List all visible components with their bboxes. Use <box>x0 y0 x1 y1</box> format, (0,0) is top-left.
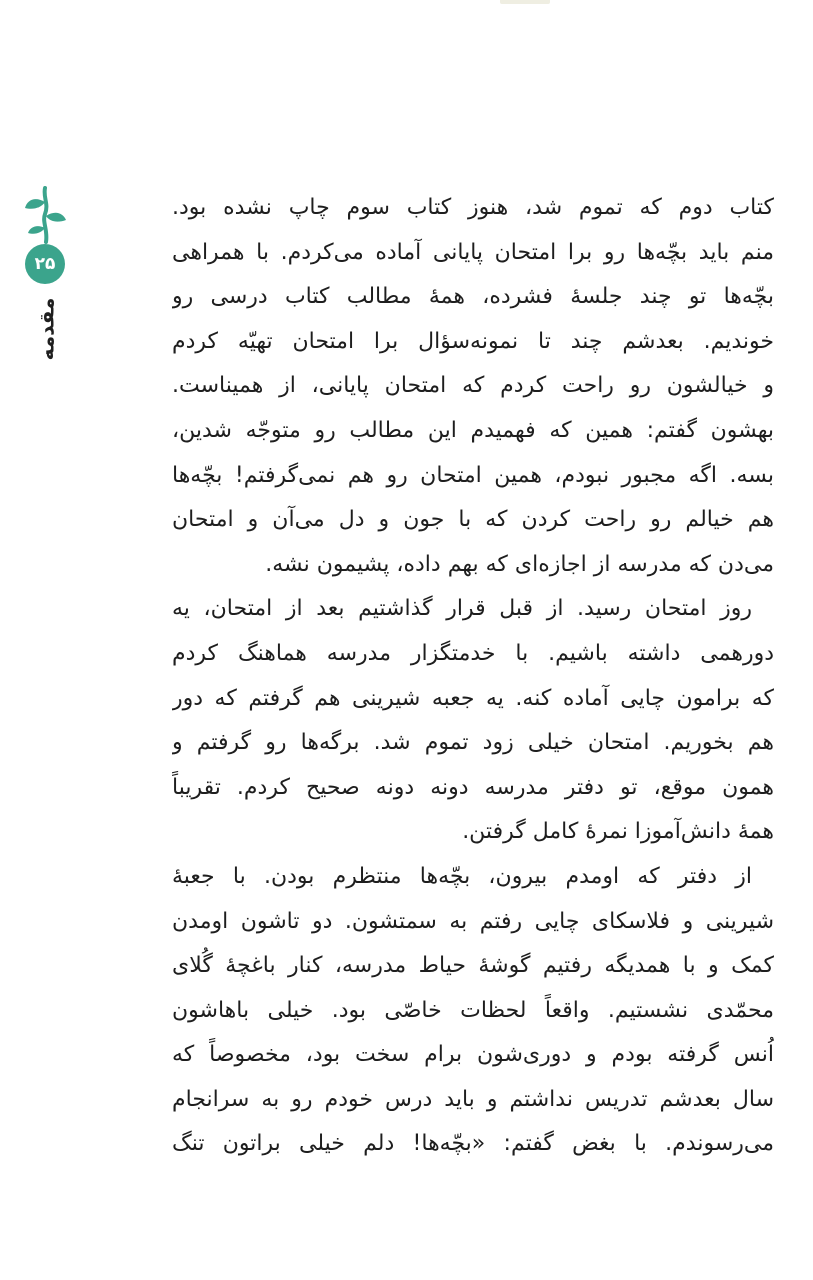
text-line: دورهمی داشته باشیم. با خدمتگزار مدرسه هماهنگ کردم <box>172 640 774 666</box>
text-line: اُنس گرفته بودم و دوری‌شون برام سخت بود، مخصوصاً که <box>172 1042 774 1068</box>
text-line: بسه. اگه مجبور نبودم، همین امتحان رو هم نمی‌گرفتم! بچّه‌ها <box>172 462 774 488</box>
text-line: سال بعدشم تدریس نداشتم و باید درس خودم رو به سرانجام <box>172 1086 774 1112</box>
text-line: هم خیالم رو راحت کردن که با جون و دل می‌آن و امتحان <box>172 507 774 533</box>
text-line: شیرینی و فلاسکای چایی رفتم به سمتشون. دو تاشون اومدن <box>172 908 774 934</box>
text-line: بچّه‌ها تو چند جلسهٔ فشرده، همهٔ مطالب کتاب درسی رو <box>172 284 774 310</box>
page-edge-mark <box>500 0 550 4</box>
text-line: منم باید بچّه‌ها رو برا امتحان پایانی آماده می‌کردم. با همراهی <box>172 239 774 265</box>
text-line: بهشون گفتم: همین که فهمیدم این مطالب رو متوجّه شدین، <box>172 417 774 443</box>
section-title: مقدمه <box>34 297 58 361</box>
page-number-badge <box>25 244 65 284</box>
page-side-margin <box>15 186 75 366</box>
text-line: همون موقع، تو دفتر مدرسه دونه دونه صحیح کردم. تقریباً <box>172 774 774 800</box>
text-line: از دفتر که اومدم بیرون، بچّه‌ها منتظرم بودن. با جعبهٔ <box>172 863 752 889</box>
text-line: می‌رسوندم. با بغض گفتم: «بچّه‌ها! دلم خیلی براتون تنگ <box>172 1131 774 1157</box>
body-text <box>172 186 774 1167</box>
section-title-vertical <box>26 294 66 364</box>
text-line: روز امتحان رسید. از قبل قرار گذاشتیم بعد از امتحان، یه <box>172 596 752 622</box>
text-line: کتاب دوم که تموم شد، هنوز کتاب سوم چاپ نشده بود. <box>172 195 774 220</box>
text-line: همهٔ دانش‌آموزا نمرهٔ کامل گرفتن. <box>462 819 774 845</box>
text-line: و خیالشون رو راحت کردم که امتحان پایانی، از همیناست. <box>172 373 774 399</box>
page-number: ۲۵ <box>34 254 56 274</box>
text-line: هم بخوریم. امتحان خیلی زود تموم شد. برگه‌ها رو گرفتم و <box>172 730 774 756</box>
text-line: می‌دن که مدرسه از اجازه‌ای که بهم داده، پشیمون نشه. <box>265 551 774 577</box>
text-line: محمّدی نشستیم. واقعاً لحظات خاصّی بود. خیلی باهاشون <box>172 997 774 1023</box>
text-line: خوندیم. بعدشم چند تا نمونه‌سؤال برا امتحان تهیّه کردم <box>172 328 774 354</box>
leaf-vine-icon <box>19 186 71 244</box>
text-line: که برامون چایی آماده کنه. یه جعبه شیرینی هم گرفتم که دور <box>172 685 774 711</box>
text-line: کمک و با همدیگه رفتیم گوشهٔ حیاط مدرسه، کنار باغچهٔ گُلای <box>172 953 774 979</box>
